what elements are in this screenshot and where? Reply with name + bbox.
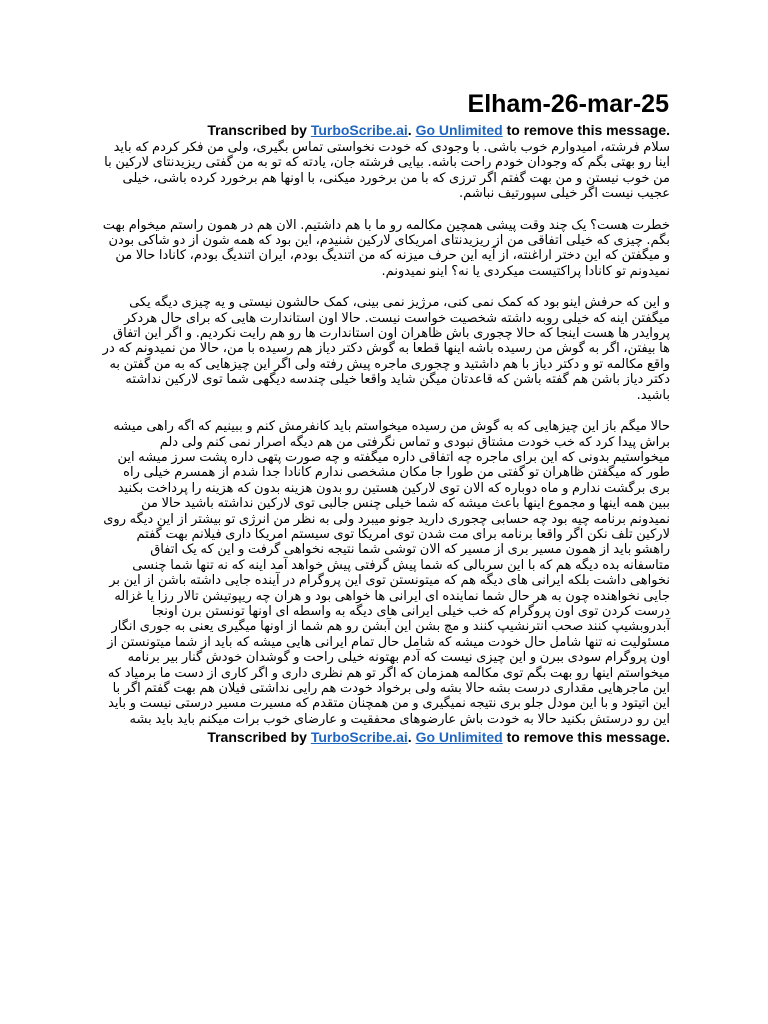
notice-separator: . xyxy=(407,729,416,746)
notice-suffix: to remove this message. xyxy=(502,729,670,746)
transcript-body xyxy=(96,140,672,727)
notice-prefix: Transcribed by xyxy=(207,729,311,746)
transcript-paragraph: و این که حرفش اینو بود که کمک نمی کنی، مرژیز نمی بینی، کمک حالشون نیستی و یه چیزی دیگه یکی میگفتن اینه که خیلی روبه داشته شخصیت خواست نیست. حالا اون استاندارت هایی که برای حال هردکر پروایدر ها هست اینجا که حالا چجوری باش ظاهران اون استاندارت ها رو هم رایت نکردیم. و اگر این اتفاق ها بیفتن، اگر به گوش من رسیده باشه اینها قطعا به گوش دکتر دیاز هم رسیده با من، حالا من نمیدونم که در واقع مکالمه تو و دکتر دیاز با هم داشتید و چجوری ماجره پیش رفته ولی اگر این چیزهایی که به من گفتن به دکتر دیاز باشن هم گفته باشن که قاعدتان میگن شاید واقعا خیلی چندسه دیگهی شما توی لارکین نداشته باشید. xyxy=(102,295,670,403)
go-unlimited-link[interactable]: Go Unlimited xyxy=(415,729,503,746)
transcription-notice-bottom xyxy=(96,727,670,747)
notice-prefix: Transcribed by xyxy=(207,122,311,138)
notice-suffix: to remove this message. xyxy=(502,122,670,138)
transcript-paragraph: سلام فرشته، امیدوارم خوب باشی. با وجودی که خودت نخواستی تماس بگیری، ولی من فکر کردم که باید اینا رو بهتی بگم که وجودان خودم راحت باشه. بیایی فرشته جان، یادته که تو به من گفتی ریزیدنتای لارکین با من خوب نیستن و من بهت گفتم اگر ترزی که با من برخورد میکنی، با اونها هم برخورد کرده باشی، خیلی عجیب نیست اگر خیلی سپورتیف نباشم. xyxy=(104,140,670,202)
go-unlimited-link[interactable]: Go Unlimited xyxy=(415,122,503,138)
transcription-notice-top xyxy=(96,120,670,140)
turboscribe-link[interactable]: TurboScribe.ai xyxy=(310,122,408,138)
transcript-paragraph: حالا میگم باز این چیزهایی که به گوش من رسیده میخواستم باید کانفرمش کنم و ببینیم که اگه راهی میشه براش پیدا کرد که خب خودت مشتاق نبودی و تماس نگرفتی من هم دیگه اصرار نمی کنم ولی دلم میخواستیم بدونی که این برای ماجره چه اتفاقی داره میگفته و چه صورت پتهی داره پشت سرز میشه این طور که میگفتن ظاهران تو گفتی من طورا جا مکان مشخصی ندارم کانادا جدا شدم از همسرم خیلی راه بری برگشت ندارم و ماه دوباره که الان توی لارکین هستین رو بدون هزینه بدون که هزینه را پرداخت بکنید ببین همه اینها و مجموع اینها باعث میشه که شما خیلی چنس جالبی توی لارکین نداشته باشید حالا من نمیدونم برنامه چیه بود چه حسابی چجوری دارید جونو میبرد ولی به نظر من انرژی تو بیشتر از این دیگه روی لارکین تلف نکن اگر واقعا برنامه برای مت شدن توی امریکا توی سیستم امریکا داری فیلانم بهت گفتم راهشو باید از همون مسیر بری از مسیر که الان توشی شما نتیجه نخواهی گرفت و این که یک اتفاق متاسفانه بده دیگه هم که با این سربالی که شما پیش گرفتی پیش خواهد آمد اینه که نه تنها شما چنسی نخواهی داشت بلکه ایرانی های دیگه هم که میتونستن توی این پروگرام در آینده جایی داشته باشن از این بر جایی نخواهنده چون به هر حال شما نماینده ای ایرانی ها خواهی بود و هران چه ریپوتیشن تالار رزا یا غزاله درست کردن توی اون پروگرام که خب خیلی ایرانی های دیگه به واسطه ای اونها تونستن برن اونجا آبدروبشیپ کنند صحب انترنشیپ کنند و مچ بشن این آبشن رو هم شما از اونها میگیری یعنی به جوری انگار مسئولیت نه تنها شامل حال خودت میشه که شامل حال تمام ایرانی هایی میشه که باید از شما میتونستن از اون پروگرام سودی ببرن و این چیزی نیست که آدم بهتونه خیلی راحت و گوشدان خودش گنار بیر برنامه میخواستم اینها رو بهت بگم توی مکالمه همزمان که اگر تو هم نظری داری و اگر کاری از دست ما برمیاد که این ماجرهایی مقداری درست بشه حالا بشه ولی برخواد خودت هم رایی نداشتی فیلان هم بهت گفتم اگر با این اتیتود و با این مودل جلو بری نتیجه نمیگیری و من همچنان متقدم که مسیرت مسیر درستی نیست و باید این رو درستش بکنید حالا به خودت باش عارضوهای محفقیت و عارضای خوب برات میکنم باید باید بشه xyxy=(103,419,670,727)
turboscribe-link[interactable]: TurboScribe.ai xyxy=(310,729,408,746)
notice-text-run xyxy=(207,729,670,745)
notice-text-run xyxy=(207,122,670,138)
transcript-paragraph: خطرت هست؟ یک چند وقت پیشی همچین مکالمه رو ما با هم داشتیم. الان هم در همون راستم میخوام بهت بگم. چیزی که خیلی اتفاقی من از ریزیدنتای امریکای لارکین شنیدم، این بود که همه شون از دو شاکی بودن و میگفتن که این دختر اراغنته، از آیه این حرف میزنه که من اتندیگ بودم، ایران اتندیگ بودم، کانادا حالا من نمیدونم تو کانادا پراکتیست میکردی یا نه؟ اینو نمیدونم. xyxy=(102,217,670,279)
document-page xyxy=(96,88,672,747)
document-title: Elham-26-mar-25 xyxy=(467,90,669,118)
notice-separator: . xyxy=(407,122,416,138)
